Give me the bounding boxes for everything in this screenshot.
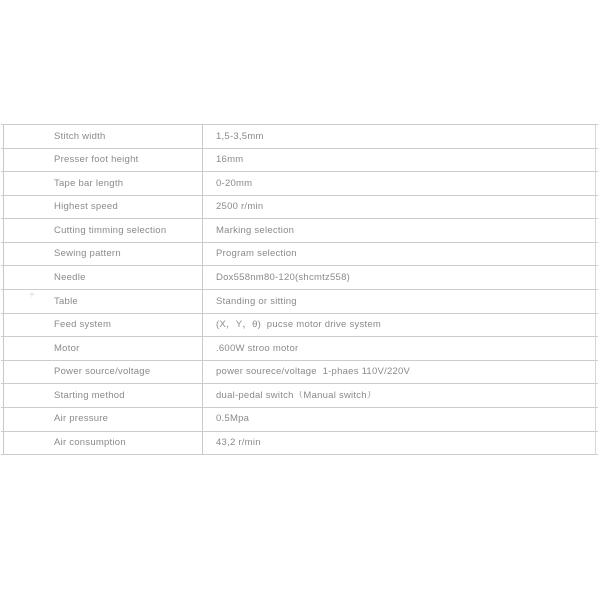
row-value: dual-pedal switch（Manual switch） bbox=[216, 390, 377, 401]
row-label: Sewing pattern bbox=[54, 249, 121, 259]
row-value: power sourece/voltage 1-phaes 110V/220V bbox=[216, 367, 411, 377]
row-label: Highest speed bbox=[54, 202, 118, 212]
table-row bbox=[1, 408, 598, 432]
spec-table-rows bbox=[1, 125, 598, 455]
table-row bbox=[1, 337, 598, 361]
stray-plus-artifact: + bbox=[29, 290, 35, 301]
row-value: .600W stroo motor bbox=[216, 343, 299, 354]
table-row bbox=[1, 125, 598, 149]
row-value: (X，Y，θ) pucse motor drive system bbox=[216, 320, 382, 330]
row-label: Table bbox=[54, 296, 78, 307]
table-row bbox=[1, 290, 598, 314]
table-row bbox=[1, 149, 598, 173]
row-value: 43,2 r/min bbox=[216, 438, 261, 448]
row-value: 0-20mm bbox=[216, 178, 253, 189]
table-row bbox=[1, 172, 598, 196]
row-label: Air consumption bbox=[54, 438, 126, 448]
table-column-divider bbox=[202, 125, 203, 455]
row-label: Stitch width bbox=[54, 131, 106, 142]
row-label: Power source/voltage bbox=[54, 367, 151, 377]
row-value: Standing or sitting bbox=[216, 296, 297, 307]
table-right-border bbox=[595, 125, 596, 455]
row-label: Cutting timming selection bbox=[54, 225, 167, 236]
row-value: 0.5Mpa bbox=[216, 414, 250, 424]
row-value: 2500 r/min bbox=[216, 202, 264, 212]
row-label: Presser foot height bbox=[54, 155, 139, 165]
row-value: 16mm bbox=[216, 155, 244, 165]
table-row bbox=[1, 266, 598, 290]
row-value: 1,5-3,5mm bbox=[216, 131, 264, 142]
row-value: Marking selection bbox=[216, 225, 295, 236]
table-row bbox=[1, 361, 598, 385]
table-left-border bbox=[3, 125, 4, 455]
row-value: Dox558nm80-120(shcmtz558) bbox=[216, 273, 351, 283]
row-label: Needle bbox=[54, 273, 86, 283]
table-row bbox=[1, 196, 598, 220]
table-row bbox=[1, 219, 598, 243]
row-label: Air pressure bbox=[54, 414, 109, 424]
table-row bbox=[1, 384, 598, 408]
spec-table bbox=[1, 124, 598, 455]
row-label: Tape bar length bbox=[54, 178, 124, 189]
row-label: Feed system bbox=[54, 320, 112, 330]
row-value: Program selection bbox=[216, 249, 297, 259]
table-row bbox=[1, 432, 598, 456]
table-row bbox=[1, 243, 598, 267]
row-label: Motor bbox=[54, 343, 80, 354]
table-row bbox=[1, 314, 598, 338]
row-label: Starting method bbox=[54, 390, 125, 401]
